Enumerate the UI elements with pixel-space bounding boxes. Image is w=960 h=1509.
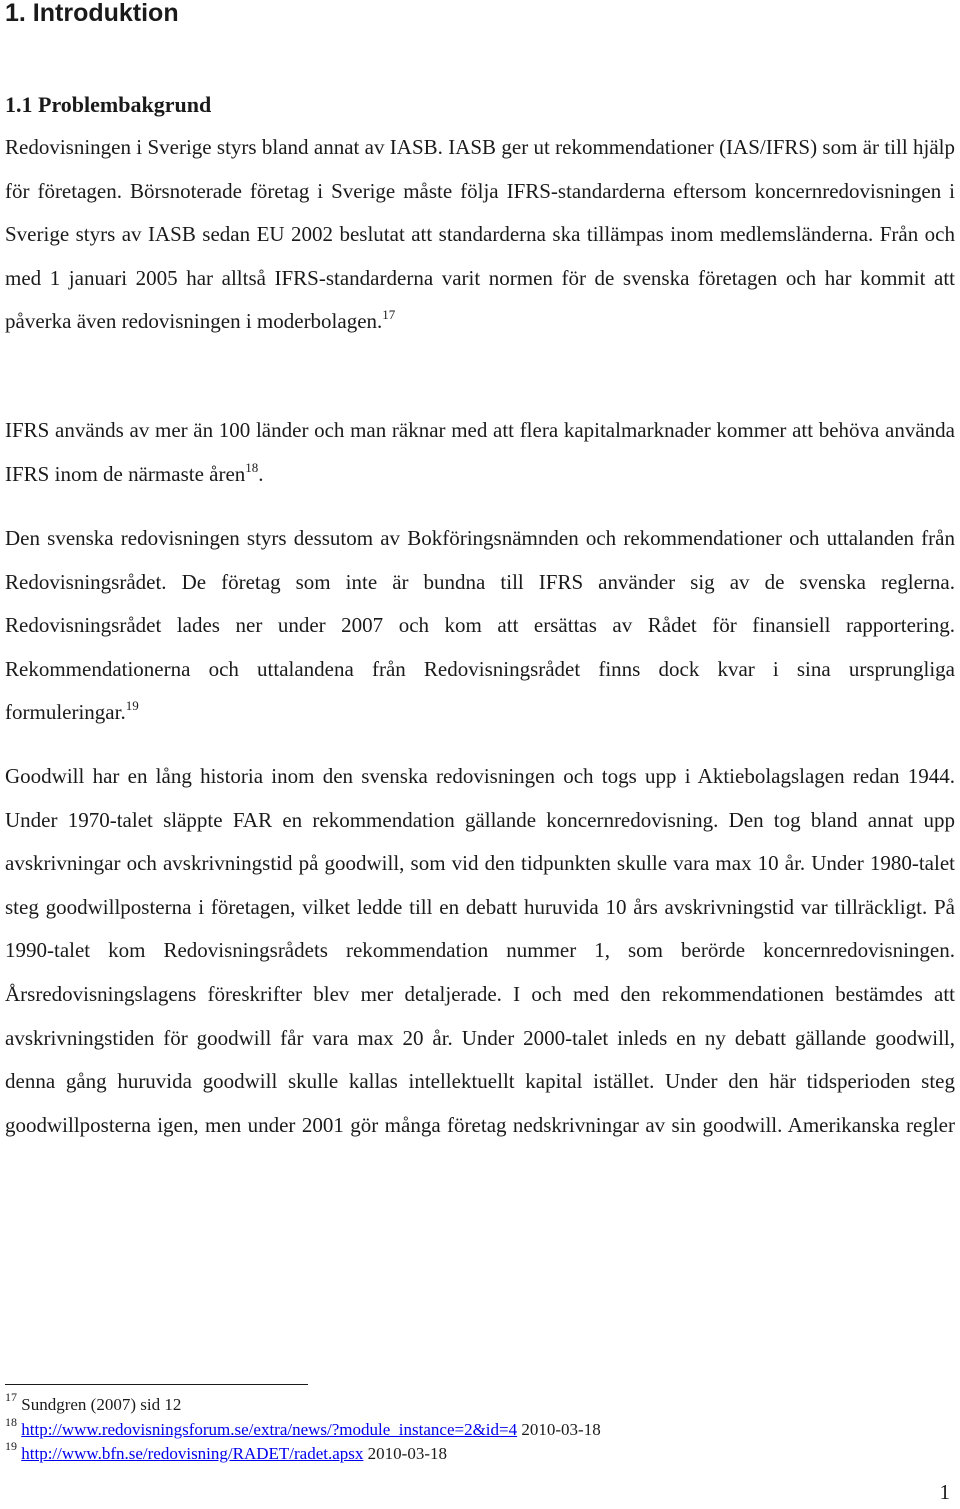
paragraph-1-text: Redovisningen i Sverige styrs bland annat av IASB. IASB ger ut rekommendationer (IAS/IFRS) som är till hjälp för företagen. Börsnoterade företag i Sverige måste följa IFRS-standarderna eftersom koncernredovisningen i Sverige styrs av IASB sedan EU 2002 beslutat att standarderna ska tillämpas inom medlemsländerna. Från och med 1 januari 2005 har alltså IFRS-standarderna varit normen för de svenska företagen och har kommit att påverka även redovisningen i moderbolagen. <box>5 135 955 334</box>
footnotes <box>5 1390 955 1467</box>
paragraph-3 <box>5 517 955 735</box>
paragraph-1 <box>5 126 955 344</box>
paragraph-3-text: Den svenska redovisningen styrs dessutom av Bokföringsnämnden och rekommendationer och uttalanden från Redovisningsrådet. De företag som inte är bundna till IFRS använder sig av de svenska reglerna. Redovisningsrådet lades ner under 2007 och kom att ersättas av Rådet för finansiell rapportering. Rekommendationerna och uttalandena från Redovisningsrådet finns dock kvar i sina ursprungliga formuleringar. <box>5 526 955 725</box>
paragraph-2 <box>5 409 955 496</box>
paragraph-2-tail: . <box>258 461 264 486</box>
footnote-date: 2010-03-18 <box>363 1444 447 1463</box>
page-number: 1 <box>939 1480 950 1504</box>
footnote-17 <box>5 1390 955 1418</box>
chapter-heading: 1. Introduktion <box>5 0 179 27</box>
footnote-ref-18[interactable]: 18 <box>245 459 259 475</box>
footnote-text: Sundgren (2007) sid 12 <box>21 1395 182 1414</box>
paragraph-2-text: IFRS används av mer än 100 länder och man räknar med att flera kapitalmarknader kommer att behöva använda IFRS inom de närmaste åren <box>5 418 955 486</box>
footnote-link[interactable]: http://www.redovisningsforum.se/extra/news/?module_instance=2&id=4 <box>21 1419 518 1439</box>
footnote-number: 17 <box>5 1390 17 1405</box>
footnote-date: 2010-03-18 <box>517 1419 601 1439</box>
footnote-divider <box>5 1384 308 1385</box>
footnote-number: 19 <box>5 1439 17 1454</box>
footnote-19 <box>5 1439 955 1467</box>
section-heading: 1.1 Problembakgrund <box>5 92 212 117</box>
footnote-number: 18 <box>5 1414 17 1429</box>
paragraph-4 <box>5 755 955 1147</box>
paragraph-4-text: Goodwill har en lång historia inom den svenska redovisningen och togs upp i Aktiebolagslagen redan 1944. Under 1970-talet släppte FAR en rekommendation gällande koncernredovisning. Den tog bland annat upp avskrivningar och avskrivningstid på goodwill, som vid den tidpunkten skulle vara max 10 år. Under 1980-talet steg goodwillposterna i företagen, vilket ledde till en debatt huruvida 10 års avskrivningstid var tillräckligt. På 1990-talet kom Redovisningsrådets rekommendation nummer 1, som berörde koncernredovisningen. Årsredovisningslagens föreskrifter blev mer detaljerade. I och med den rekommendationen bestämdes att avskrivningstiden för goodwill får vara max 20 år. Under 2000-talet inleds en ny debatt gällande goodwill, denna gång huruvida goodwill skulle kallas intellektuellt kapital istället. Under den här tidsperioden steg goodwillposterna igen, men under 2001 gör många företag nedskrivningar av sin goodwill. Amerikanska regler <box>5 764 955 1137</box>
footnote-18 <box>5 1414 955 1443</box>
footnote-ref-17[interactable]: 17 <box>382 307 396 323</box>
footnote-link[interactable]: http://www.bfn.se/redovisning/RADET/radet.apsx <box>21 1444 364 1463</box>
footnote-ref-19[interactable]: 19 <box>125 698 139 714</box>
